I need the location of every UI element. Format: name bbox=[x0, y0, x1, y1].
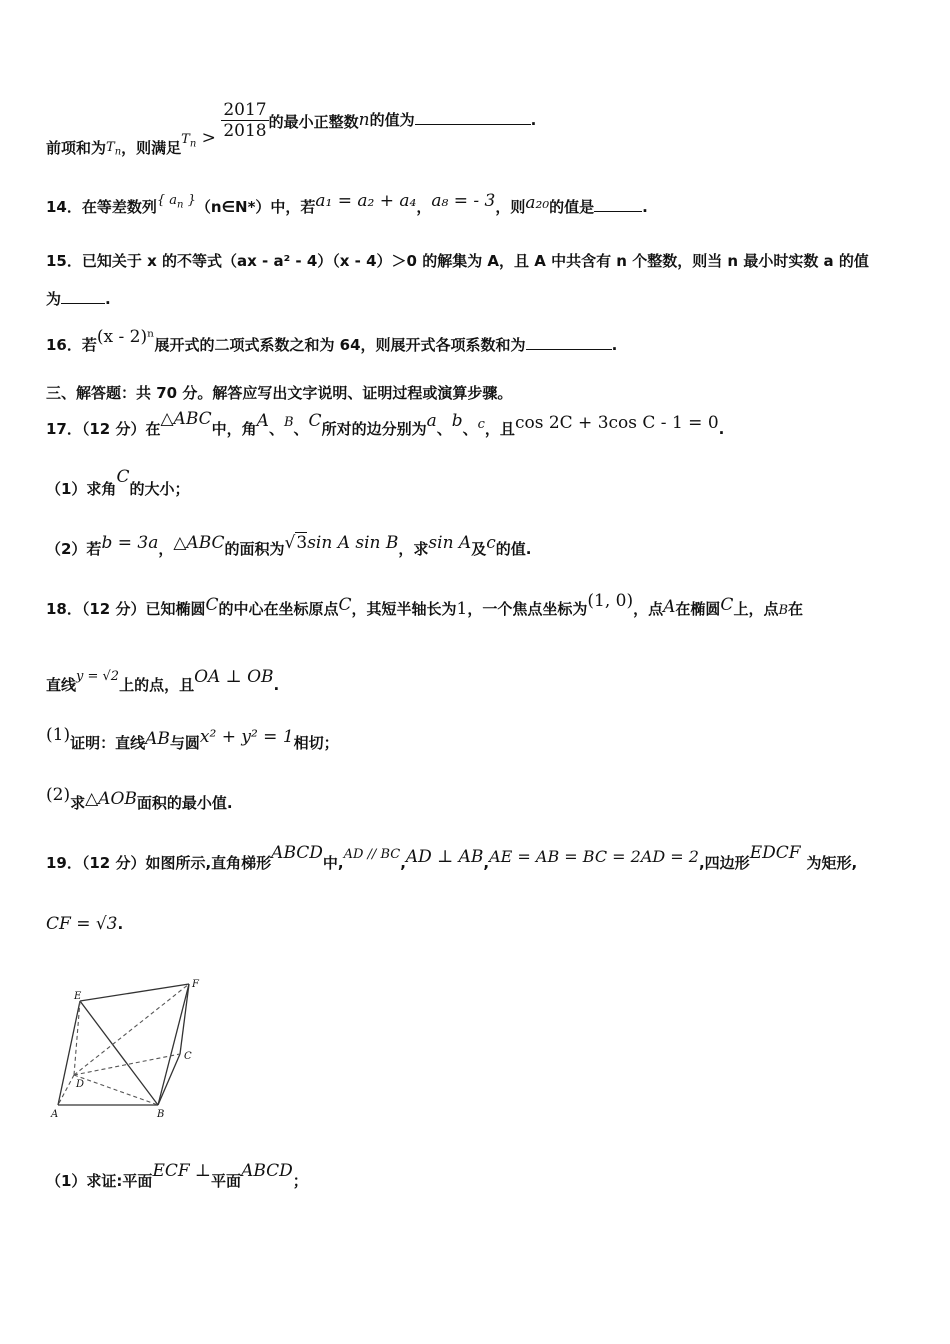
q19-t2: ,四边形 bbox=[698, 854, 750, 872]
edge-EB bbox=[80, 1001, 158, 1105]
q18-t4: ，点 bbox=[633, 600, 664, 618]
edge-DB-dashed bbox=[74, 1075, 158, 1105]
q14-answer-blank[interactable] bbox=[594, 197, 642, 212]
q18-y-eq: y = √2 bbox=[76, 669, 120, 684]
q15-end: . bbox=[105, 290, 111, 308]
q19-p1-plane: 平面 bbox=[211, 1172, 242, 1190]
q17-p2-triangle: △ABC bbox=[173, 533, 225, 553]
q17-equation: cos 2C + 3cos C - 1 = 0 bbox=[514, 413, 719, 433]
q18-C2: C bbox=[338, 595, 352, 615]
edge-EF bbox=[80, 984, 189, 1001]
q19-parallel: AD // BC bbox=[343, 847, 401, 862]
q16-answer-blank[interactable] bbox=[526, 335, 612, 350]
edge-DA-dashed bbox=[58, 1075, 74, 1105]
q19-comma1: , bbox=[400, 854, 406, 872]
q17-a: a bbox=[426, 411, 437, 431]
q17-A: A bbox=[256, 411, 269, 431]
q18-t3: ，一个焦点坐标为 bbox=[467, 600, 588, 618]
label-D: D bbox=[76, 1079, 85, 1090]
q16-number: 16．若 bbox=[46, 336, 97, 354]
q18-t6: 上，点 bbox=[733, 600, 779, 618]
q17-sep4: 、 bbox=[462, 420, 478, 438]
q17-p2-tail: 的值. bbox=[495, 540, 532, 558]
label-C: C bbox=[184, 1051, 192, 1062]
q18-line1 bbox=[46, 591, 910, 619]
q18-B: B bbox=[778, 603, 789, 618]
q17-triangle: △ABC bbox=[160, 409, 212, 429]
q17-p2-area-text: 的面积为 bbox=[224, 540, 285, 558]
q13-frac-den: 2018 bbox=[223, 121, 267, 141]
q14-eq1: a₁ = a₂ + a₄ bbox=[315, 191, 417, 211]
q17-c: c bbox=[477, 417, 485, 432]
q19-perp: AD ⊥ AB bbox=[405, 847, 484, 867]
q17-sep2: 、 bbox=[293, 420, 309, 438]
edge-FC bbox=[180, 984, 189, 1054]
q19-cf: CF = √3 bbox=[46, 914, 118, 934]
q17-p1-text: （1）求角 bbox=[46, 480, 117, 498]
q18-p1-text: 证明：直线 bbox=[70, 734, 146, 752]
q19-t3: 为矩形, bbox=[806, 854, 858, 872]
q17-line bbox=[46, 409, 910, 439]
label-F: F bbox=[192, 979, 199, 990]
q14-a20: a₂₀ bbox=[525, 193, 550, 213]
q17-t3: ，且 bbox=[484, 420, 515, 438]
q17-sep1: 、 bbox=[268, 420, 284, 438]
q19-EDCF: EDCF bbox=[749, 843, 801, 863]
q19-equalities: AE = AB = BC = 2AD = 2 bbox=[489, 847, 699, 866]
q17-B: B bbox=[283, 415, 294, 430]
q13-T-sub: n bbox=[114, 146, 122, 158]
edge-DF-dashed bbox=[74, 984, 189, 1075]
label-B: B bbox=[157, 1109, 165, 1120]
q13-answer-blank[interactable] bbox=[415, 110, 531, 125]
section3-heading: 三、解答题：共 70 分。解答应写出文字说明、证明过程或演算步骤。 bbox=[46, 384, 513, 402]
q13-Tn bbox=[106, 140, 122, 158]
q14-an-set: { $a_n$ } bbox=[156, 193, 196, 211]
q17-sep3: 、 bbox=[436, 420, 452, 438]
q17-p1-C: C bbox=[116, 467, 130, 487]
q18-circle: x² + y² = 1 bbox=[199, 727, 294, 747]
q15-answer-blank[interactable] bbox=[61, 289, 105, 304]
q16-text: 展开式的二项式系数之和为 64，则展开式各项系数和为 bbox=[154, 336, 526, 354]
q13-text1: 前项和为 bbox=[46, 139, 107, 157]
q18-head: 18．（12 分）已知椭圆 bbox=[46, 600, 206, 618]
q18-perp: OA ⊥ OB bbox=[194, 667, 274, 687]
q13-frac-num: 2017 bbox=[223, 100, 267, 120]
q18-p2-num: (2) bbox=[46, 785, 71, 805]
q17-p2-sqrt-arg: 3 bbox=[296, 533, 308, 553]
label-E: E bbox=[74, 991, 82, 1002]
q13-line bbox=[46, 100, 910, 158]
q18-p1-circle-word: 与圆 bbox=[169, 734, 200, 752]
q17-part2 bbox=[46, 533, 910, 559]
q13-fraction bbox=[221, 100, 268, 141]
q19-comma2: , bbox=[483, 854, 490, 872]
q18-t1: 的中心在坐标原点 bbox=[218, 600, 339, 618]
q13-end: . bbox=[530, 111, 537, 129]
q14-text: ，则 bbox=[495, 198, 526, 216]
q17-p2-sinA: sin A bbox=[428, 533, 472, 553]
q17-p2-sqrt: √3 bbox=[284, 533, 308, 553]
q14-line: 14．在等差数列{ $a_n$ }（n∈N*）中，若a₁ = a₂ + a₄，a₈ = - 3，则a₂₀的值是 . bbox=[46, 191, 648, 216]
q19-ECF: ECF ⊥ bbox=[152, 1161, 212, 1181]
q14-condition: （n∈N*）中，若 bbox=[195, 198, 316, 216]
label-A: A bbox=[51, 1109, 59, 1120]
q18-t5: 在椭圆 bbox=[675, 600, 721, 618]
q18-C3: C bbox=[720, 595, 734, 615]
q14-eq2: a₈ = - 3 bbox=[431, 191, 496, 211]
q18-p1-tail: 相切； bbox=[293, 734, 339, 752]
q18-line2 bbox=[46, 667, 910, 695]
q19-t1: 中, bbox=[322, 854, 344, 872]
q16-line bbox=[46, 327, 910, 355]
q17-p2-area-expr: sin A sin B bbox=[307, 533, 399, 553]
q17-p2-comma: ， bbox=[158, 540, 174, 558]
q18-p1-num: (1) bbox=[46, 725, 71, 745]
q17-end: . bbox=[718, 420, 725, 438]
q18-part1 bbox=[46, 725, 910, 753]
q15-line2 bbox=[46, 288, 910, 309]
q18-part2 bbox=[46, 785, 910, 813]
q18-AB: AB bbox=[145, 729, 170, 749]
q19-figure bbox=[46, 975, 216, 1129]
q17-p2-eq: b = 3a bbox=[101, 533, 159, 553]
q17-t1: 中，角 bbox=[211, 420, 257, 438]
q17-p2-c: c bbox=[486, 533, 496, 553]
q18-end: . bbox=[273, 676, 280, 694]
q18-one: 1 bbox=[456, 599, 468, 619]
q17-b: b bbox=[451, 411, 463, 431]
q14-end: . bbox=[642, 198, 648, 216]
q16-expr: (x - 2)ⁿ bbox=[96, 327, 155, 347]
q18-focus: (1, 0) bbox=[587, 591, 634, 611]
q19-p1-ABCD: ABCD bbox=[241, 1161, 293, 1181]
q13-Tn-2: $T_n$ bbox=[181, 132, 197, 150]
q18-AOB: △AOB bbox=[85, 789, 137, 809]
q17-part1 bbox=[46, 467, 910, 499]
q13-text4: 的值为 bbox=[369, 111, 415, 129]
q18-p2-text: 求 bbox=[70, 794, 86, 812]
q18-t7: 在 bbox=[788, 600, 804, 618]
q18-C1: C bbox=[205, 595, 219, 615]
q19-end: . bbox=[117, 915, 124, 933]
q19-part1 bbox=[46, 1161, 910, 1191]
q13-text3: 的最小正整数 bbox=[268, 113, 359, 131]
q17-p2-if: （2）若 bbox=[46, 540, 102, 558]
q15-line1: 15．已知关于 x 的不等式（ax - a² - 4）（x - 4）＞0 的解集为 A，且 A 中共含有 n 个整数，则当 n 最小时实数 a 的值 bbox=[46, 252, 869, 270]
q19-ABCD: ABCD bbox=[271, 843, 323, 863]
q17-p2-and: 及 bbox=[471, 540, 487, 558]
q14-tail: 的值是 bbox=[549, 198, 595, 216]
q19-line1 bbox=[46, 843, 910, 873]
q13-gt: > bbox=[196, 128, 222, 148]
q16-end: . bbox=[611, 336, 618, 354]
q19-figure-svg bbox=[46, 975, 216, 1125]
q19-p1-text: （1）求证:平面 bbox=[46, 1172, 153, 1190]
q13-n: n bbox=[358, 110, 370, 130]
q17-p2-ask: ，求 bbox=[398, 540, 429, 558]
q17-head: 17．（12 分）在 bbox=[46, 420, 161, 438]
q18-line2b: 上的点，且 bbox=[119, 676, 195, 694]
q18-A: A bbox=[663, 597, 676, 617]
q14-number: 14．在等差数列 bbox=[46, 198, 157, 216]
q19-p1-end: ； bbox=[292, 1172, 308, 1190]
q15-wei: 为 bbox=[46, 290, 62, 308]
q18-p2-tail: 面积的最小值. bbox=[136, 794, 233, 812]
q17-C: C bbox=[308, 411, 322, 431]
q13-text2: ，则满足 bbox=[121, 139, 182, 157]
q19-line2 bbox=[46, 914, 910, 934]
q17-t2: 所对的边分别为 bbox=[321, 420, 427, 438]
edge-FB bbox=[158, 984, 189, 1105]
q19-head: 19．（12 分）如图所示,直角梯形 bbox=[46, 854, 272, 872]
q13-T: T bbox=[106, 140, 115, 155]
q18-t2: ，其短半轴长为 bbox=[351, 600, 457, 618]
q18-line-word: 直线 bbox=[46, 676, 77, 694]
q17-p1-tail: 的大小； bbox=[129, 480, 190, 498]
